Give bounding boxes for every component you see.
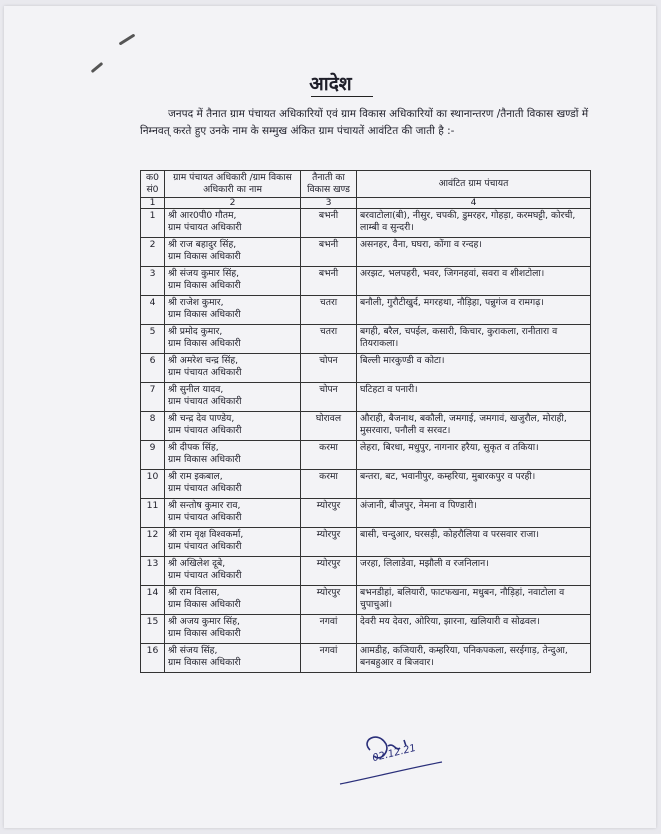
development-block: म्योरपुर (301, 499, 357, 528)
officer-cell (165, 644, 301, 673)
officer-designation: ग्राम पंचायत अधिकारी (168, 367, 242, 378)
officer-cell (165, 499, 301, 528)
officer-name: श्री संजय सिंह, (168, 645, 218, 656)
table-row (141, 325, 591, 354)
development-block: बभनी (301, 238, 357, 267)
table-row (141, 470, 591, 499)
officer-name: श्री राम विलास, (168, 587, 220, 598)
officer-designation: ग्राम विकास अधिकारी (168, 309, 241, 320)
officer-cell (165, 615, 301, 644)
development-block: चोपन (301, 354, 357, 383)
serial-number: 8 (141, 412, 165, 441)
signature-date: 02.12.21 (371, 742, 418, 765)
allotted-panchayats: आमडीह, कजियारी, कम्हरिया, पनिकपकला, सरईगाड़, तेन्दुआ, बनबहुआर व बिजवार। (357, 644, 591, 673)
officer-name: श्री संजय कुमार सिंह, (168, 268, 240, 279)
allotted-panchayats: देवरी मय देवरा, ओरिया, झारना, खलियारी व सोढवल। (357, 615, 591, 644)
officer-designation: ग्राम विकास अधिकारी (168, 628, 241, 639)
table-row (141, 354, 591, 383)
officer-name: श्री राम वृक्ष विश्वकर्मा, (168, 529, 244, 540)
development-block: करमा (301, 470, 357, 499)
table-row (141, 267, 591, 296)
officer-cell (165, 383, 301, 412)
officer-cell (165, 441, 301, 470)
serial-number: 4 (141, 296, 165, 325)
allotted-panchayats: अरझट, भलपहरी, भवर, जिगनहवां, सवरा व शीशटोला। (357, 267, 591, 296)
officer-cell (165, 557, 301, 586)
signature (330, 722, 450, 802)
table-row (141, 209, 591, 238)
allotted-panchayats: बनौली, गुरौटीखुर्द, मगरहथा, नौड़िहा, पन्नुगंज व रामगढ़। (357, 296, 591, 325)
allotted-panchayats: असनहर, वैना, घघरा, कोंगा व रन्दह। (357, 238, 591, 267)
officer-designation: ग्राम पंचायत अधिकारी (168, 425, 242, 436)
officer-designation: ग्राम विकास अधिकारी (168, 338, 241, 349)
header-officer-name: ग्राम पंचायत अधिकारी /ग्राम विकास अधिकारी का नाम (165, 171, 301, 198)
serial-number: 15 (141, 615, 165, 644)
development-block: घोरावल (301, 412, 357, 441)
officer-name: श्री चन्द्र देव पाण्डेय, (168, 413, 235, 424)
table-row (141, 557, 591, 586)
col-number: 1 (141, 198, 165, 209)
officer-designation: ग्राम पंचायत अधिकारी (168, 512, 242, 523)
officer-cell (165, 209, 301, 238)
officer-name: श्री प्रमोद कुमार, (168, 326, 223, 337)
officer-designation: ग्राम विकास अधिकारी (168, 454, 241, 465)
table-row (141, 296, 591, 325)
table-row (141, 383, 591, 412)
officer-designation: ग्राम विकास अधिकारी (168, 599, 241, 610)
officer-cell (165, 354, 301, 383)
allotted-panchayats: बिल्ली मारकुण्डी व कोटा। (357, 354, 591, 383)
serial-number: 1 (141, 209, 165, 238)
serial-number: 6 (141, 354, 165, 383)
officer-designation: ग्राम पंचायत अधिकारी (168, 396, 242, 407)
officer-designation: ग्राम पंचायत अधिकारी (168, 570, 242, 581)
allotted-panchayats: बन्तरा, बट, भवानीपुर, कम्हरिया, मुबारकपुर व परही। (357, 470, 591, 499)
allotted-panchayats: बभनडीहां, बलियारी, फाटफखना, मधुबन, नौड़िहां, नवाटोला व चुपाचुआं। (357, 586, 591, 615)
allotted-panchayats: घटिहटा व पनारी। (357, 383, 591, 412)
header-block: तैनाती का विकास खण्ड (301, 171, 357, 198)
officer-name: श्री सन्तोष कुमार राव, (168, 500, 241, 511)
serial-number: 13 (141, 557, 165, 586)
officer-cell (165, 528, 301, 557)
officer-name: श्री अखिलेश दूबे, (168, 558, 226, 569)
header-panchayats: आवंटित ग्राम पंचायत (357, 171, 591, 198)
header-serial: क0 सं0 (141, 171, 165, 198)
serial-number: 9 (141, 441, 165, 470)
allotted-panchayats: बगही, बरैल, चपईल, कसारी, किचार, कुराकला, रानीतारा व तियराकला। (357, 325, 591, 354)
officer-name: श्री सुनील यादव, (168, 384, 224, 395)
table-row (141, 528, 591, 557)
allotted-panchayats: जरहा, लिलाडेवा, मझौली व रजनिलान। (357, 557, 591, 586)
officer-cell (165, 267, 301, 296)
development-block: चतरा (301, 325, 357, 354)
officer-name: श्री दीपक सिंह, (168, 442, 219, 453)
development-block: बभनी (301, 267, 357, 296)
table-row (141, 644, 591, 673)
officer-cell (165, 586, 301, 615)
serial-number: 2 (141, 238, 165, 267)
officer-cell (165, 412, 301, 441)
officer-name: श्री राम इकबाल, (168, 471, 223, 482)
allotted-panchayats: बरवाटोला(बी), नीसुर, चपकी, डुमरहर, गोहड़ा, करमघट्टी, कोरची, लाम्बी व सुन्दरी। (357, 209, 591, 238)
col-number: 3 (301, 198, 357, 209)
officer-designation: ग्राम पंचायत अधिकारी (168, 483, 242, 494)
development-block: म्योरपुर (301, 557, 357, 586)
serial-number: 14 (141, 586, 165, 615)
officer-cell (165, 238, 301, 267)
allotted-panchayats: अंजानी, बीजपुर, नेमना व पिण्डारी। (357, 499, 591, 528)
officer-name: श्री राजेश कुमार, (168, 297, 224, 308)
officer-designation: ग्राम पंचायत अधिकारी (168, 541, 242, 552)
table-row (141, 615, 591, 644)
development-block: नगवां (301, 644, 357, 673)
officer-designation: ग्राम विकास अधिकारी (168, 251, 241, 262)
allotted-panchayats: लेहरा, बिरधा, मधुपुर, नागनार हरैया, सुकृत व तकिया। (357, 441, 591, 470)
col-number: 2 (165, 198, 301, 209)
title-underline (311, 96, 373, 97)
officer-name: श्री अमरेश चन्द्र सिंह, (168, 355, 239, 366)
officer-name: श्री अजय कुमार सिंह, (168, 616, 240, 627)
development-block: बभनी (301, 209, 357, 238)
allocation-table (140, 170, 591, 673)
col-number: 4 (357, 198, 591, 209)
table-row (141, 586, 591, 615)
officer-cell (165, 325, 301, 354)
development-block: चतरा (301, 296, 357, 325)
officer-name: श्री राज बहादुर सिंह, (168, 239, 237, 250)
serial-number: 11 (141, 499, 165, 528)
table-row (141, 412, 591, 441)
development-block: म्योरपुर (301, 586, 357, 615)
officer-designation: ग्राम विकास अधिकारी (168, 657, 241, 668)
development-block: म्योरपुर (301, 528, 357, 557)
page-title: आदेश (309, 73, 352, 95)
serial-number: 12 (141, 528, 165, 557)
officer-designation: ग्राम विकास अधिकारी (168, 280, 241, 291)
development-block: चोपन (301, 383, 357, 412)
serial-number: 7 (141, 383, 165, 412)
allotted-panchayats: औराही, बैजनाथ, बकौली, जमगाई, जमगावं, खजुरौल, मोराही, मुसरवारा, पनौली व सरवट। (357, 412, 591, 441)
table-row (141, 238, 591, 267)
officer-cell (165, 470, 301, 499)
officer-name: श्री आर0पी0 गौतम, (168, 210, 237, 221)
development-block: नगवां (301, 615, 357, 644)
table-row (141, 499, 591, 528)
intro-paragraph: जनपद में तैनात ग्राम पंचायत अधिकारियों एवं ग्राम विकास अधिकारियों का स्थानान्तरण /तैनाती विकास खण्डों में निम्नवत् करते हुए उनके नाम के सम्मुख अंकित ग्राम पंचायतें आवंटित की जाती है :- (140, 108, 589, 137)
serial-number: 10 (141, 470, 165, 499)
serial-number: 16 (141, 644, 165, 673)
serial-number: 5 (141, 325, 165, 354)
officer-cell (165, 296, 301, 325)
development-block: करमा (301, 441, 357, 470)
allotted-panchayats: बासी, चन्दुआर, घरसड़ी, कोहरौलिया व परसवार राजा। (357, 528, 591, 557)
officer-designation: ग्राम पंचायत अधिकारी (168, 222, 242, 233)
serial-number: 3 (141, 267, 165, 296)
table-row (141, 441, 591, 470)
